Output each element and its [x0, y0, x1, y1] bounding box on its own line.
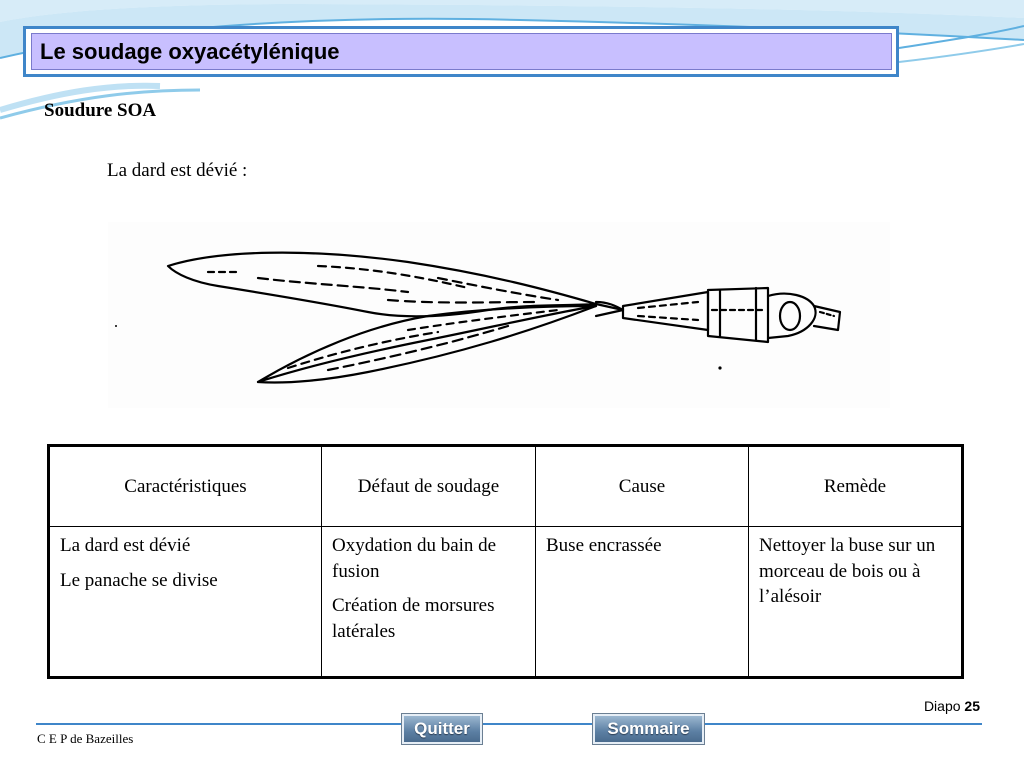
slide-number-value: 25: [964, 698, 980, 714]
slide-number-label: Diapo: [923, 698, 961, 714]
cell-characteristics: [49, 527, 322, 678]
cell-cause: [536, 527, 749, 678]
slide-number: [924, 698, 980, 714]
table-header-row: [49, 446, 963, 527]
footer-divider: [36, 723, 982, 725]
footer-organization: C E P de Bazeilles: [37, 731, 134, 746]
summary-button[interactable]: Sommaire: [593, 714, 704, 744]
cause-text: Buse encrassée: [546, 535, 662, 556]
remedy-text: Nettoyer la buse sur un morceau de bois ou à l’alésoir: [759, 535, 936, 608]
defect-item: Oxydation du bain de fusion: [332, 535, 497, 582]
characteristic-item: Le panache se divise: [60, 569, 218, 591]
deflected-torch-flame-icon: [108, 222, 890, 408]
defect-item: Création de morsures latérales: [332, 595, 495, 642]
defect-table: [47, 444, 964, 679]
table-row: [49, 527, 963, 678]
page-title: Le soudage oxyacétylénique: [40, 38, 340, 64]
section-subtitle: Soudure SOA: [44, 100, 157, 121]
characteristic-item: La dard est dévié: [60, 535, 191, 556]
cell-remedy: [749, 527, 963, 678]
illustration-caption: La dard est dévié :: [107, 160, 248, 181]
column-header-remedy: Remède: [749, 446, 963, 527]
cell-defect: [322, 527, 536, 678]
column-header-characteristics: Caractéristiques: [49, 446, 322, 527]
title-bar: [23, 26, 899, 77]
column-header-defect: Défaut de soudage: [322, 446, 536, 527]
title-panel: [31, 33, 892, 70]
column-header-cause: Cause: [536, 446, 749, 527]
quit-button[interactable]: Quitter: [402, 714, 482, 744]
